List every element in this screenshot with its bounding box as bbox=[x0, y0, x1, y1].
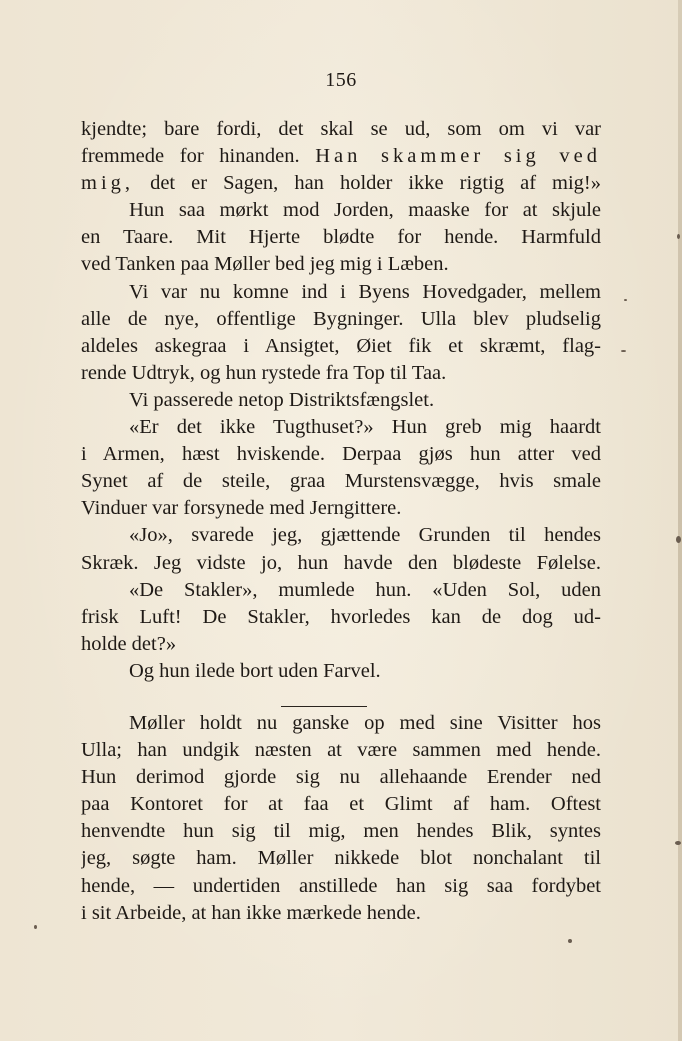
text-line: Synet af de steile, graa Murstensvægge, hvis smale bbox=[81, 470, 601, 493]
text-line: alle de nye, offentlige Bygninger. Ulla blev pludselig bbox=[81, 307, 601, 330]
ink-speck bbox=[621, 350, 626, 352]
text-line: holde det?» bbox=[81, 632, 177, 655]
ink-speck bbox=[676, 536, 681, 543]
text-line: hende, — undertiden anstillede han sig saa fordybet bbox=[81, 874, 601, 897]
text-line: kjendte; bare fordi, det skal se ud, som om vi var bbox=[81, 118, 601, 140]
ink-speck bbox=[34, 925, 37, 929]
text-line bbox=[81, 170, 601, 197]
text-fragment: «Jo», bbox=[129, 524, 173, 547]
text-line bbox=[81, 522, 601, 549]
text-line: Hun saa mørkt mod Jorden, maaske for at skjule bbox=[129, 199, 601, 222]
text-line: jeg, søgte ham. Møller nikkede blot nonchalant til bbox=[81, 847, 601, 870]
section-divider bbox=[281, 706, 367, 707]
text-fragment: fremmede for hinanden. bbox=[81, 145, 300, 168]
text-line: i sit Arbeide, at han ikke mærkede hende. bbox=[81, 901, 421, 924]
text-line: frisk Luft! De Stakler, hvorledes kan de dog ud- bbox=[81, 605, 601, 628]
text-line: Vinduer var forsynede med Jerngittere. bbox=[81, 497, 402, 520]
ink-speck bbox=[677, 234, 680, 239]
text-line: «De Stakler», mumlede hun. «Uden Sol, uden bbox=[129, 578, 601, 601]
page-number: 156 bbox=[325, 69, 357, 91]
text-line: paa Kontoret for at faa et Glimt af ham. Oftest bbox=[81, 793, 601, 816]
text-line bbox=[81, 143, 601, 170]
page-edge bbox=[678, 0, 682, 1041]
text-block-bottom bbox=[81, 710, 601, 927]
text-line: rende Udtryk, og hun rystede fra Top til Taa. bbox=[81, 361, 447, 384]
text-line: i Armen, hæst hviskende. Derpaa gjøs hun atter ved bbox=[81, 443, 601, 466]
text-block-top bbox=[81, 116, 601, 685]
text-line: aldeles askegraa i Ansigtet, Øiet fik et skræmt, flag- bbox=[81, 334, 601, 357]
emphasized-text: mig, bbox=[81, 172, 135, 195]
text-line: en Taare. Mit Hjerte blødte for hende. Harmfuld bbox=[81, 226, 601, 249]
text-line: Møller holdt nu ganske op med sine Visitter hos bbox=[129, 712, 601, 734]
text-line: Ulla; han undgik næsten at være sammen med hende. bbox=[81, 739, 601, 762]
text-fragment: svarede jeg, gjættende Grunden til hendes bbox=[191, 524, 601, 547]
text-line: Vi passerede netop Distriktsfængslet. bbox=[129, 388, 435, 411]
text-line: Skræk. Jeg vidste jo, hun havde den blødeste Følelse. bbox=[81, 551, 601, 574]
text-line: henvendte hun sig til mig, men hendes Blik, syntes bbox=[81, 820, 601, 843]
text-line: «Er det ikke Tugthuset?» Hun greb mig haardt bbox=[129, 416, 601, 439]
text-line: Hun derimod gjorde sig nu allehaande Erender ned bbox=[81, 766, 601, 789]
emphasized-text: Han skammer sig ved bbox=[315, 145, 601, 168]
ink-speck bbox=[568, 939, 572, 943]
ink-speck bbox=[624, 299, 627, 301]
text-line: Og hun ilede bort uden Farvel. bbox=[129, 659, 381, 682]
text-line: Vi var nu komne ind i Byens Hovedgader, mellem bbox=[129, 280, 601, 303]
ink-speck bbox=[675, 841, 681, 845]
text-fragment: det er Sagen, han holder ikke rigtig af mig!» bbox=[150, 172, 601, 195]
text-line: ved Tanken paa Møller bed jeg mig i Læben. bbox=[81, 253, 449, 276]
